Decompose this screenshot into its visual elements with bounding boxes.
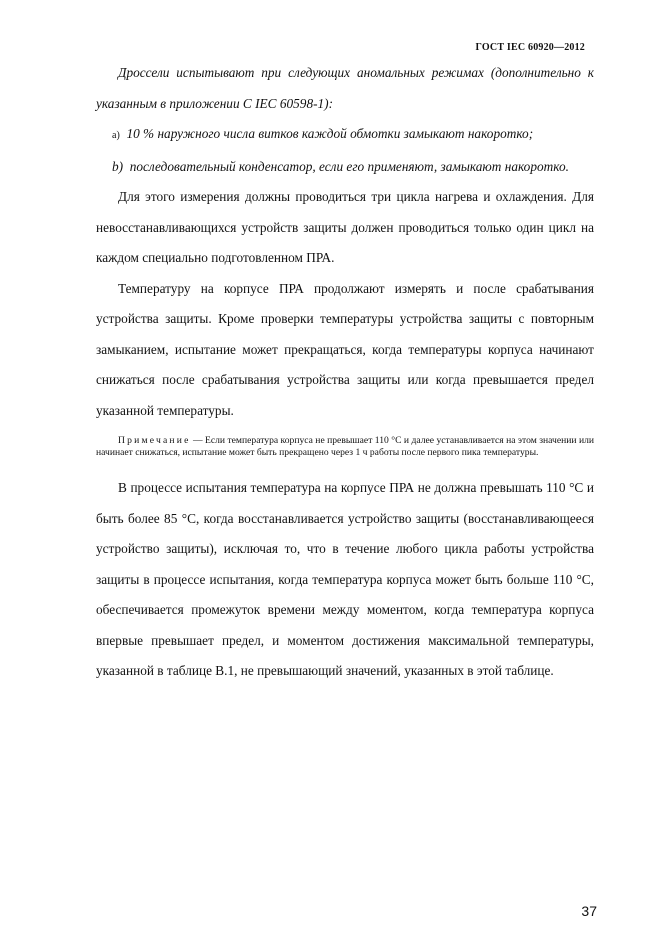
page-number: 37 [581, 903, 597, 919]
document-code-header: ГОСТ IEC 60920—2012 [475, 42, 585, 53]
list-item-b-text: последовательный конденсатор, если его применяют, замыкают накоротко. [129, 158, 569, 174]
list-item-a [96, 119, 594, 152]
note-paragraph [96, 435, 594, 459]
intro-paragraph: Дроссели испытывают при следующих аномальных режимах (дополнительно к указанным в приложении С IEC 60598-1): [96, 65, 594, 111]
note-dash: — [190, 435, 206, 446]
note-label: Примечание [118, 435, 191, 446]
cycles-paragraph: Для этого измерения должны проводиться три цикла нагрева и охлаждения. Для невосстанавливающихся устройств защиты должен проводиться только один цикл на каждом специально подготовленном ПРА. [96, 189, 594, 265]
page-body [96, 58, 594, 687]
note-text: Если температура корпуса не превышает 110 °С и далее устанавливается на этом значении или начинает снижаться, испытание может быть прекращено через 1 ч работы после первого пика температуры. [96, 435, 594, 459]
list-marker-b: b) [112, 158, 124, 174]
list-marker-a: а) [112, 130, 120, 141]
temperature-paragraph: Температуру на корпусе ПРА продолжают измерять и после срабатывания устройства защиты. Кроме проверки температуры устройства защиты с повторным замыканием, испытание может прекращаться, когда температуры корпуса начинают снижаться после срабатывания устройства защиты или когда превышается предел указанной температуры. [96, 280, 594, 418]
requirement-paragraph: В процессе испытания температура на корпусе ПРА не должна превышать 110 °С и быть более 85 °С, когда восстанавливается устройство защиты (восстанавливающееся устройство защиты), исключая то, что в течение любого цикла работы устройства защиты в процессе испытания, когда температура корпуса может быть больше 110 °С, обеспечивается промежуток времени между моментом, когда температура корпуса впервые превышает предел, и моментом достижения максимальной температуры, указанной в таблице В.1, не превышающий значений, указанных в этой таблице. [96, 480, 594, 679]
list-item-b [96, 152, 594, 183]
list-item-a-text: 10 % наружного числа витков каждой обмотки замыкают накоротко; [126, 126, 534, 141]
